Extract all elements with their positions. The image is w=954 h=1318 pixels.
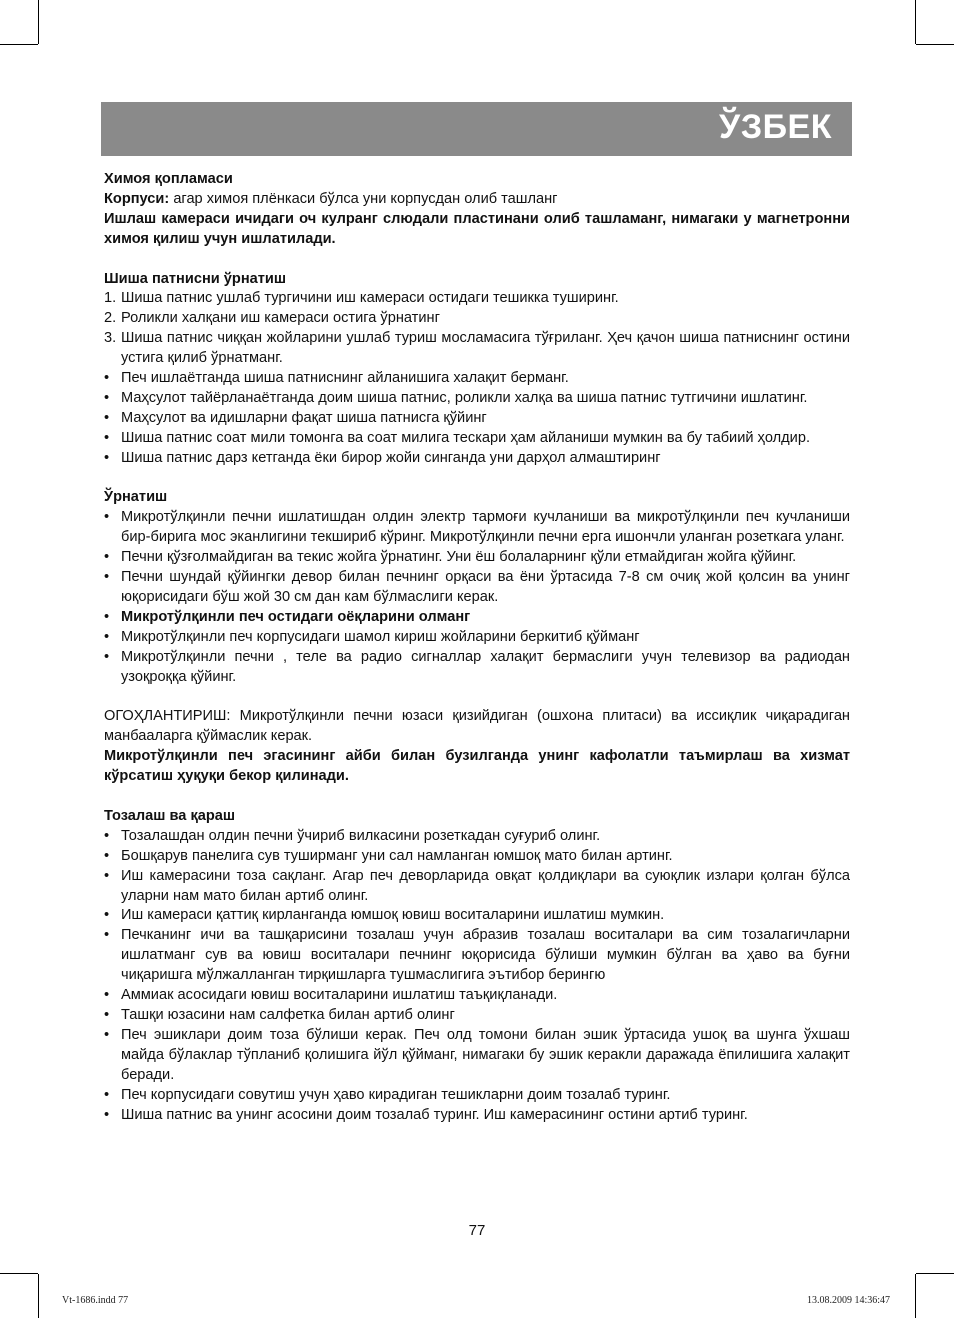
list-item-text: Печни шундай қўйингки девор билан печнинг орқаси ва ёни ўртасида 7-8 см очиқ жой қолсин ва унинг юқорисидаги бўш жой 30 см дан кам бўлмаслиги керак. (121, 569, 850, 605)
list-marker: • (104, 608, 110, 625)
list-item-text: Бошқарув панелига сув туширманг уни сал намланган юмшоқ мато билан артинг. (121, 847, 673, 864)
list-marker: • (104, 449, 110, 466)
crop-mark (915, 1274, 916, 1318)
list-marker: • (104, 549, 110, 566)
list-item (104, 926, 850, 986)
list-item (104, 289, 850, 309)
list-marker: 1. (104, 290, 117, 307)
list-marker: • (104, 628, 110, 645)
list-item-text: Маҳсулот тайёрланаётганда доим шиша патнис, роликли халқа ва шиша патнис тутгичини ишлатинг. (121, 389, 808, 406)
list-item (104, 449, 850, 469)
list-item-text: Иш камерасини тоза сақланг. Агар печ деворларида овқат қолдиқлари ва суюқлик излари қолган бўлса уларни нам мато билан артиб олинг. (121, 867, 850, 904)
crop-mark (38, 0, 39, 44)
list-item (104, 827, 850, 847)
list-item (104, 309, 850, 329)
bold-label: Корпуси: (104, 190, 170, 207)
crop-mark (0, 1273, 38, 1274)
list-item (104, 1026, 850, 1086)
list-item (104, 429, 850, 449)
list-item (104, 608, 850, 628)
list-marker: • (104, 847, 110, 864)
list-marker: • (104, 509, 110, 526)
section-heading: Химоя қопламаси (104, 171, 233, 187)
list-item (104, 628, 850, 648)
page-content (104, 170, 850, 1125)
crop-mark (915, 0, 916, 44)
print-slug-date: 13.08.2009 14:36:47 (806, 1295, 890, 1306)
list-item-text: Печ ишлаётганда шиша патниснинг айланишига халақит берманг. (121, 370, 569, 387)
list-item (104, 329, 850, 369)
list-marker: • (104, 907, 110, 924)
warranty-paragraph: Микротўлқинли печ эгасининг айби билан бузилганда унинг кафолатли таъмирлаш ва хизмат кўрсатиш ҳуқуқи бекор қилинади. (104, 748, 850, 785)
list-item (104, 389, 850, 409)
list-marker: • (104, 370, 110, 387)
section-heading: Тозалаш ва қараш (104, 807, 236, 824)
list-item-text: Ташқи юзасини нам салфетка билан артиб олинг (121, 1007, 455, 1023)
list-item-text: Микротўлқинли печни ишлатишдан олдин электр тармоғи кучланиши ва микротўлқинли печ кучланиши бир-бирига мос эканлигини текшириб кўринг. Микротўлқинли печни ерга ишончли уланган розеткага уланг. (121, 509, 850, 546)
list-item-text: Маҳсулот ва идишларни фақат шиша патнисга қўйинг (121, 409, 487, 426)
crop-mark (0, 44, 38, 45)
crop-mark (916, 1273, 954, 1274)
list-marker: • (104, 927, 110, 944)
list-marker: • (104, 429, 110, 446)
list-item (104, 409, 850, 429)
list (104, 827, 850, 1126)
list-item (104, 1006, 850, 1026)
list-item (104, 906, 850, 926)
list (104, 508, 850, 687)
list-item (104, 508, 850, 548)
list-item (104, 986, 850, 1006)
paragraph: Ишлаш камераси ичидаги оч кулранг слюдали пластинани олиб ташламанг, нимагаки у магнетронни химоя қилиш учун ишлатилади. (104, 210, 850, 247)
list-item (104, 369, 850, 389)
list-item-text: Шиша патнис чиққан жойларини ушлаб туриш мосламасига тўғриланг. Ҳеч қачон шиша патниснинг остини устига қилиб ўрнатманг. (121, 330, 850, 367)
list-item-text: Иш камераси қаттиқ кирланганда юмшоқ ювиш воситаларини ишлатиш мумкин. (121, 907, 665, 924)
list-item-text: Шиша патнис ва унинг асосини доим тозалаб туринг. Иш камерасининг остини артиб туринг. (121, 1106, 748, 1123)
list-item-text: Микротўлқинли печ остидаги оёқларини олманг (121, 608, 471, 625)
list-item-text: Печ эшиклари доим тоза бўлиши керак. Печ олд томони билан эшик ўртасида ушоқ ва шунга ўхшаш майда бўлаклар тўпланиб қолишига йўл қўйманг, нимагаки бу эшик керакли даражада ёпилишига халақит беради. (121, 1026, 850, 1083)
list-marker: • (104, 1106, 110, 1123)
crop-mark (38, 1274, 39, 1318)
list (104, 289, 850, 468)
list-marker: • (104, 409, 110, 426)
list-marker: 3. (104, 330, 117, 347)
list-item (104, 648, 850, 688)
list-item (104, 548, 850, 568)
list-item (104, 1086, 850, 1106)
list-marker: • (104, 827, 110, 844)
list-item (104, 847, 850, 867)
list-marker: • (104, 1086, 110, 1103)
crop-mark (916, 44, 954, 45)
paragraph-text: агар химоя плёнкаси бўлса уни корпусдан олиб ташланг (169, 190, 558, 207)
list-item-text: Тозалашдан олдин печни ўчириб вилкасини розеткадан суғуриб олинг. (121, 827, 601, 844)
print-slug-file: Vt-1686.indd 77 (62, 1295, 129, 1306)
list-item-text: Аммиак асосидаги ювиш воситаларини ишлатиш таъқиқланади. (121, 987, 558, 1004)
list-marker: • (104, 648, 110, 665)
language-title: ЎЗБЕК (719, 108, 832, 146)
page-number: 77 (468, 1222, 486, 1239)
list-marker: • (104, 1007, 110, 1023)
paragraph (104, 190, 850, 210)
list-item (104, 867, 850, 907)
warning-paragraph: ОГОҲЛАНТИРИШ: Микротўлқинли печни юзаси қизийдиган (ошхона плитаси) ва иссиқлик чиқарадиган манбааларга қўймаслик керак. (104, 708, 850, 745)
language-header-bar (101, 102, 852, 156)
list-marker: • (104, 867, 110, 884)
list-item-text: Роликли халқани иш камераси остига ўрнатинг (121, 310, 440, 327)
list-item (104, 568, 850, 608)
list-marker: • (104, 569, 110, 586)
list-item-text: Шиша патнис дарз кетганда ёки бирор жойи синганда уни дарҳол алмаштиринг (121, 449, 661, 466)
list-marker: • (104, 389, 110, 406)
list-marker: • (104, 1026, 110, 1043)
list-item-text: Шиша патнис соат мили томонга ва соат милига тескари ҳам айланиши мумкин ва бу табиий ҳолдир. (121, 429, 811, 446)
list-marker: • (104, 987, 110, 1004)
list-item-text: Микротўлқинли печ корпусидаги шамол кириш жойларини беркитиб қўйманг (121, 628, 640, 645)
list-item-text: Микротўлқинли печни , теле ва радио сигналлар халақит бермаслиги учун телевизор ва радиодан узоқроққа қўйинг. (121, 648, 850, 685)
list-item-text: Шиша патнис ушлаб тургичини иш камераси остидаги тешикка туширинг. (121, 290, 619, 307)
list-marker: 2. (104, 310, 117, 327)
list-item (104, 1106, 850, 1126)
list-item-text: Печ корпусидаги совутиш учун ҳаво кирадиган тешикларни доим тозалаб туринг. (121, 1086, 671, 1103)
list-item-text: Печни қўзғолмайдиган ва текис жойга ўрнатинг. Уни ёш болаларнинг қўли етмайдиган жойга қўйинг. (121, 549, 797, 566)
section-heading: Шиша патнисни ўрнатиш (104, 270, 287, 287)
section-heading: Ўрнатиш (104, 489, 168, 506)
list-item-text: Печканинг ичи ва ташқарисини тозалаш учун абразив тозалаш воситалари ва сим тозалагичларни ишлатманг сув ва ювиш воситалари печнинг юқорисида бўлиши мумкин бўлган ва ҳаво ва буғни чиқаришга мўлжалланган тирқишларга тушмаслигига эътибор берингю (121, 927, 850, 984)
